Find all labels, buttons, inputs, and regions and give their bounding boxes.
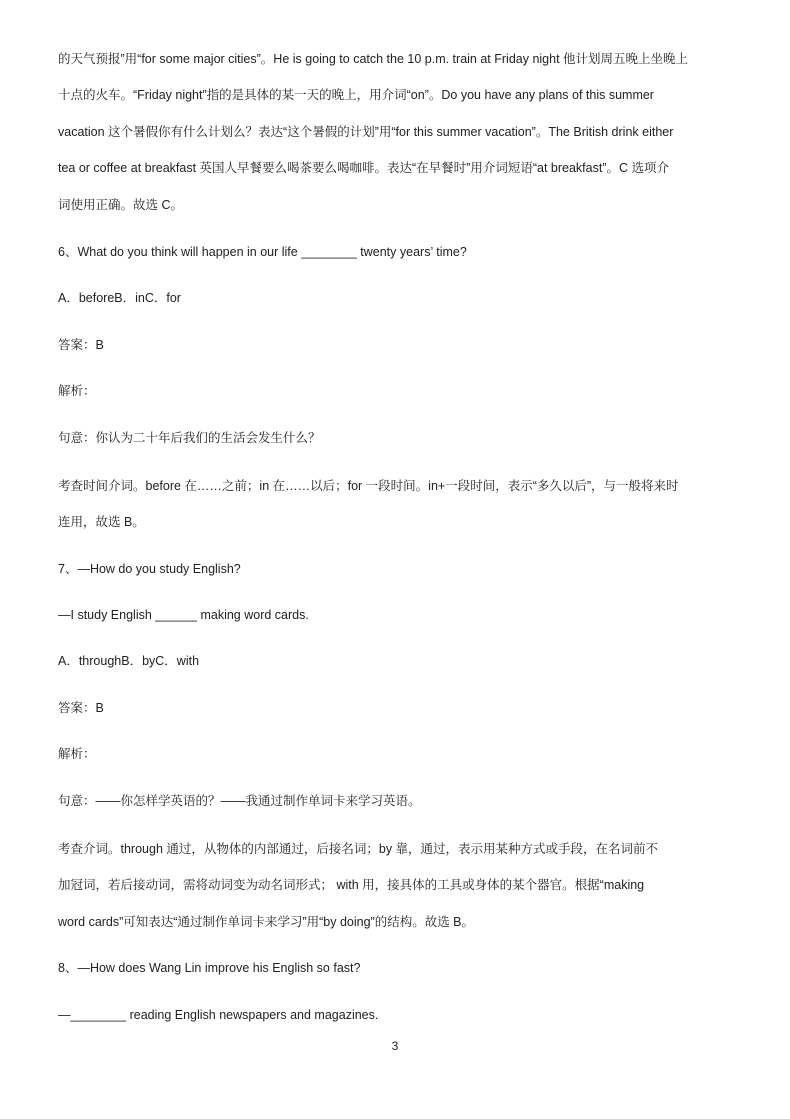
question-6-meaning: 句意：你认为二十年后我们的生活会发生什么？ bbox=[58, 431, 321, 445]
question-7-analysis-label: 解析： bbox=[58, 747, 96, 761]
text-line: 加冠词，若后接动词，需将动词变为动名词形式； with 用，接具体的工具或身体的某个器官。根据“making bbox=[58, 878, 645, 892]
text-line: 词使用正确。故选 C。 bbox=[58, 198, 184, 212]
question-7-options: A．throughB．byC．with bbox=[58, 654, 200, 668]
question-7-answer: 答案：B bbox=[58, 701, 104, 715]
text-line: 的天气预报”用“for some major cities”。He is going to catch the 10 p.m. train at Friday night 他计划周五晚上坐晚上 bbox=[58, 52, 689, 66]
text-line: 连用，故选 B。 bbox=[58, 515, 145, 529]
text-line: word cards”可知表达“通过制作单词卡来学习”用“by doing”的结构。故选 B。 bbox=[58, 915, 475, 929]
text-line: 十点的火车。“Friday night”指的是具体的某一天的晚上，用介词“on”。Do you have any plans of this summer bbox=[58, 88, 654, 102]
question-7-line-2: —I study English ______ making word cards. bbox=[58, 608, 309, 622]
question-6: 6、What do you think will happen in our life ________ twenty years’ time? bbox=[58, 245, 467, 259]
question-8: 8、—How does Wang Lin improve his English so fast? bbox=[58, 961, 361, 975]
page-number: 3 bbox=[391, 1039, 399, 1053]
question-7-meaning: 句意：——你怎样学英语的？——我通过制作单词卡来学习英语。 bbox=[58, 794, 421, 808]
question-8-line-2: —________ reading English newspapers and magazines. bbox=[58, 1008, 379, 1022]
text-line: vacation 这个暑假你有什么计划么？表达“这个暑假的计划”用“for this summer vacation”。The British drink either bbox=[58, 125, 674, 139]
text-line: 考查介词。through 通过，从物体的内部通过，后接名词；by 靠，通过，表示用某种方式或手段，在名词前不 bbox=[58, 842, 659, 856]
question-7: 7、—How do you study English? bbox=[58, 562, 241, 576]
question-6-answer: 答案：B bbox=[58, 338, 104, 352]
question-6-analysis-label: 解析： bbox=[58, 384, 96, 398]
text-line: tea or coffee at breakfast 英国人早餐要么喝茶要么喝咖啡。表达“在早餐时”用介词短语“at breakfast”。C 选项介 bbox=[58, 161, 669, 175]
question-6-options: A．beforeB．inC．for bbox=[58, 291, 181, 305]
text-line: 考查时间介词。before 在……之前；in 在……以后；for 一段时间。in+一段时间，表示“多久以后”，与一般将来时 bbox=[58, 479, 679, 493]
